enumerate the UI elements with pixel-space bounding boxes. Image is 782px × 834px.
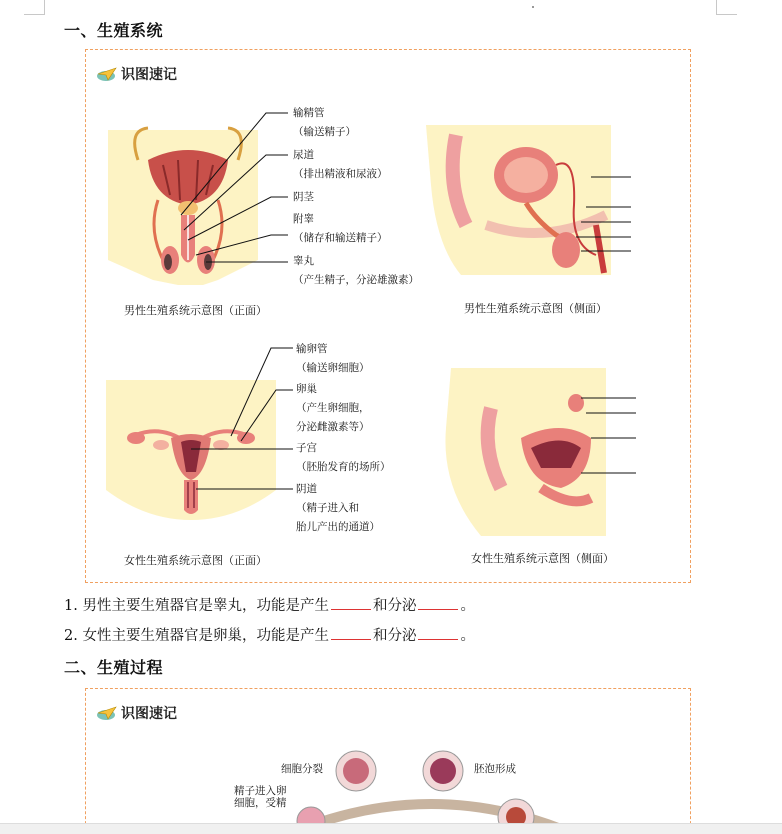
step-blastocyst: 胚泡形成 [474,763,516,775]
box-tag-label-2: 识图速记 [121,706,177,722]
question-1-blank-2[interactable] [418,597,458,610]
male-side-illustration [426,125,641,280]
paper-plane-icon [96,705,118,721]
caption-male-side: 男性生殖系统示意图（侧面） [464,302,607,315]
question-2-number: 2. [64,628,78,644]
question-1-text-a: 男性主要生殖器官是睾丸，功能是产生 [82,598,329,614]
label-ovary-fn-2: 分泌雌激素等） [296,421,370,433]
fertilization-process-illustration [281,749,581,829]
label-uterus: 子宫 [296,442,317,454]
label-ovary: 卵巢 [296,383,317,395]
step-fertilization: 细胞，受精 [234,797,287,809]
caption-male-front: 男性生殖系统示意图（正面） [124,304,267,317]
question-2-blank-1[interactable] [331,627,371,640]
question-1 [64,594,475,615]
question-1-end: 。 [460,598,475,614]
label-epididymis-fn: （储存和输送精子） [293,232,388,244]
diagram-box-process [85,688,691,829]
status-bar [0,823,782,834]
label-vas-deferens-fn: （输送精子） [293,126,356,138]
label-vagina-fn-2: 胎儿产出的通道） [296,521,380,533]
female-front-leader-lines [181,346,301,496]
label-urethra: 尿道 [293,149,314,161]
box-tag [96,64,177,84]
label-epididymis: 附睾 [293,213,314,225]
caption-female-side: 女性生殖系统示意图（侧面） [471,552,614,565]
label-oviduct: 输卵管 [296,343,328,355]
page-corner-right [716,0,737,15]
section-title-reproductive-system: 一、生殖系统 [64,21,164,40]
page-corner-left [24,0,45,15]
question-1-number: 1. [64,598,78,614]
diagram-box-systems [85,49,691,583]
page-mark [532,6,534,8]
paper-plane-icon [96,66,118,82]
label-testis-fn: （产生精子，分泌雄激素） [293,274,419,286]
question-2 [64,624,475,645]
label-vas-deferens: 输精管 [293,107,325,119]
question-1-text-b: 和分泌 [372,598,417,614]
label-testis: 睾丸 [293,255,314,267]
question-2-blank-2[interactable] [418,627,458,640]
male-front-leader-lines [176,105,296,275]
step-sperm-enter: 精子进入卵 [234,785,287,797]
question-2-end: 。 [460,628,475,644]
question-2-text-b: 和分泌 [372,628,417,644]
label-penis: 阴茎 [293,191,314,203]
label-vagina: 阴道 [296,483,317,495]
question-2-text-a: 女性主要生殖器官是卵巢，功能是产生 [82,628,329,644]
label-ovary-fn-1: （产生卵细胞， [296,402,370,414]
label-uterus-fn: （胚胎发育的场所） [296,461,391,473]
label-oviduct-fn: （输送卵细胞） [296,362,370,374]
label-urethra-fn: （排出精液和尿液） [293,168,388,180]
question-1-blank-1[interactable] [331,597,371,610]
caption-female-front: 女性生殖系统示意图（正面） [124,554,267,567]
box-tag-label: 识图速记 [121,67,177,83]
female-side-illustration [441,368,641,536]
step-cell-division: 细胞分裂 [281,763,323,775]
label-vagina-fn-1: （精子进入和 [296,502,359,514]
section-title-reproductive-process: 二、生殖过程 [64,658,164,677]
box-tag-2 [96,703,177,723]
